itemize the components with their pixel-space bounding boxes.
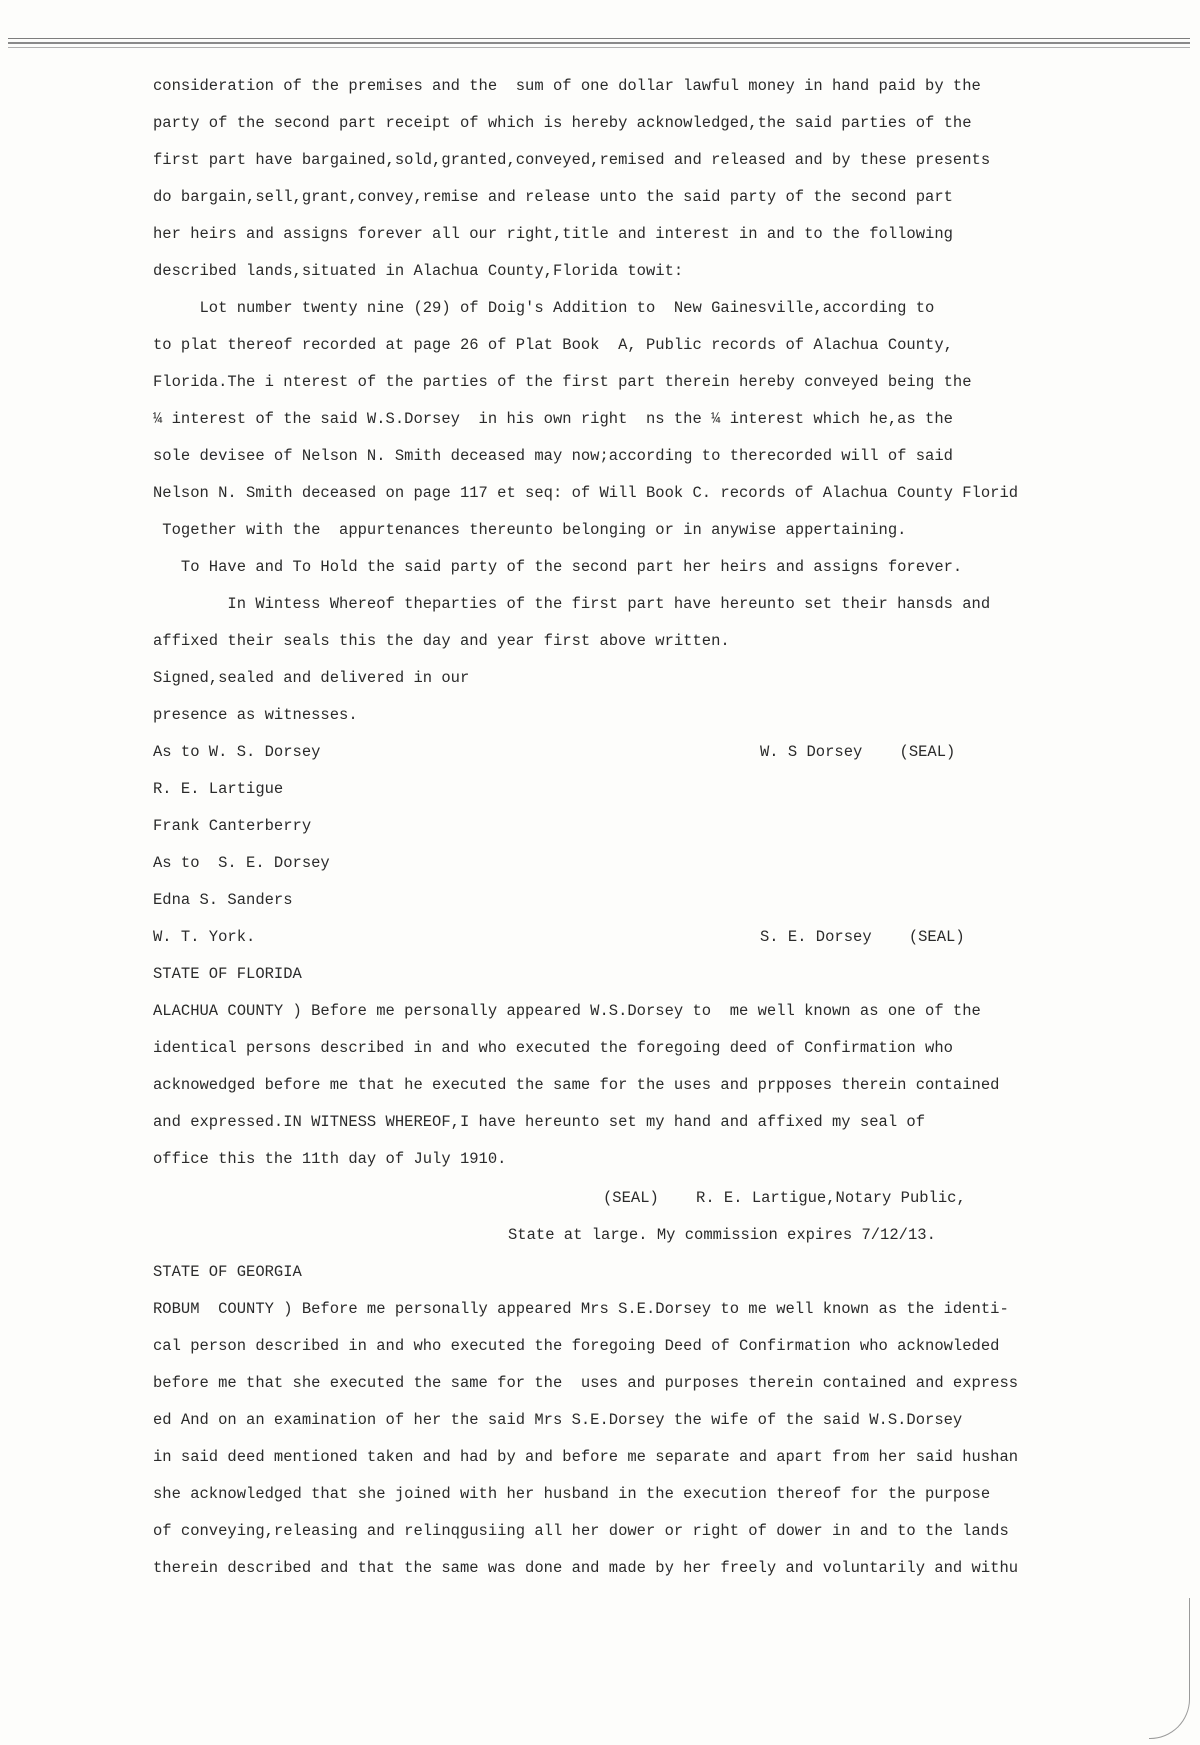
ack-line: acknowedged before me that he executed the same for the uses and prpposes therein contained bbox=[153, 1076, 1000, 1094]
ack-line: ROBUM COUNTY ) Before me personally appeared Mrs S.E.Dorsey to me well known as the identi- bbox=[153, 1300, 1009, 1318]
witness-line: As to W. S. Dorsey bbox=[153, 743, 321, 761]
deed-line: Signed,sealed and delivered in our bbox=[153, 669, 470, 687]
witness-line: As to S. E. Dorsey bbox=[153, 854, 330, 872]
deed-line: Nelson N. Smith deceased on page 117 et seq: of Will Book C. records of Alachua County Florid bbox=[153, 484, 1019, 502]
ack-line: office this the 11th day of July 1910. bbox=[153, 1150, 507, 1168]
witness-line: W. T. York. bbox=[153, 928, 256, 946]
ack-line: and expressed.IN WITNESS WHEREOF,I have hereunto set my hand and affixed my seal of bbox=[153, 1113, 926, 1131]
deed-line: described lands,situated in Alachua County,Florida towit: bbox=[153, 262, 684, 280]
deed-line: presence as witnesses. bbox=[153, 706, 358, 724]
deed-line: sole devisee of Nelson N. Smith deceased may now;according to therecorded will of said bbox=[153, 447, 953, 465]
ack-line: of conveying,releasing and relinqgusiing all her dower or right of dower in and to the lands bbox=[153, 1522, 1009, 1540]
deed-line: do bargain,sell,grant,convey,remise and release unto the said party of the second part bbox=[153, 188, 953, 206]
notary-line: (SEAL) R. E. Lartigue,Notary Public, bbox=[603, 1189, 966, 1207]
deed-line: affixed their seals this the day and year first above written. bbox=[153, 632, 730, 650]
signature-w-s-dorsey: W. S Dorsey (SEAL) bbox=[760, 743, 956, 761]
deed-line: first part have bargained,sold,granted,conveyed,remised and released and by these presents bbox=[153, 151, 991, 169]
state-heading-florida: STATE OF FLORIDA bbox=[153, 965, 302, 983]
deed-line: Florida.The i nterest of the parties of the first part therein hereby conveyed being the bbox=[153, 373, 972, 391]
ack-line: therein described and that the same was done and made by her freely and voluntarily and withu bbox=[153, 1559, 1019, 1577]
deed-line: Lot number twenty nine (29) of Doig's Addition to New Gainesville,according to bbox=[153, 299, 935, 317]
witness-line: Frank Canterberry bbox=[153, 817, 312, 835]
ack-line: ALACHUA COUNTY ) Before me personally appeared W.S.Dorsey to me well known as one of the bbox=[153, 1002, 981, 1020]
deed-line: to plat thereof recorded at page 26 of Plat Book A, Public records of Alachua County, bbox=[153, 336, 953, 354]
deed-line: ¼ interest of the said W.S.Dorsey in his own right ns the ¼ interest which he,as the bbox=[153, 410, 953, 428]
ack-line: in said deed mentioned taken and had by and before me separate and apart from her said hushan bbox=[153, 1448, 1019, 1466]
deed-line: consideration of the premises and the sum of one dollar lawful money in hand paid by the bbox=[153, 77, 981, 95]
ack-line: ed And on an examination of her the said Mrs S.E.Dorsey the wife of the said W.S.Dorsey bbox=[153, 1411, 963, 1429]
state-heading-georgia: STATE OF GEORGIA bbox=[153, 1263, 302, 1281]
page-edge bbox=[1149, 1598, 1190, 1739]
deed-line: her heirs and assigns forever all our right,title and interest in and to the following bbox=[153, 225, 953, 243]
witness-line: R. E. Lartigue bbox=[153, 780, 284, 798]
commission-line: State at large. My commission expires 7/12/13. bbox=[508, 1226, 936, 1244]
ack-line: identical persons described in and who executed the foregoing deed of Confirmation who bbox=[153, 1039, 953, 1057]
ack-line: before me that she executed the same for the uses and purposes therein contained and express bbox=[153, 1374, 1019, 1392]
witness-line: Edna S. Sanders bbox=[153, 891, 293, 909]
deed-line: Together with the appurtenances thereunto belonging or in anywise appertaining. bbox=[153, 521, 907, 539]
deed-line: party of the second part receipt of which is hereby acknowledged,the said parties of the bbox=[153, 114, 972, 132]
signature-s-e-dorsey: S. E. Dorsey (SEAL) bbox=[760, 928, 965, 946]
deed-line: To Have and To Hold the said party of the second part her heirs and assigns forever. bbox=[153, 558, 963, 576]
ack-line: cal person described in and who executed the foregoing Deed of Confirmation who acknowleded bbox=[153, 1337, 1000, 1355]
ack-line: she acknowledged that she joined with her husband in the execution thereof for the purpose bbox=[153, 1485, 991, 1503]
deed-line: In Wintess Whereof theparties of the first part have hereunto set their hansds and bbox=[153, 595, 991, 613]
